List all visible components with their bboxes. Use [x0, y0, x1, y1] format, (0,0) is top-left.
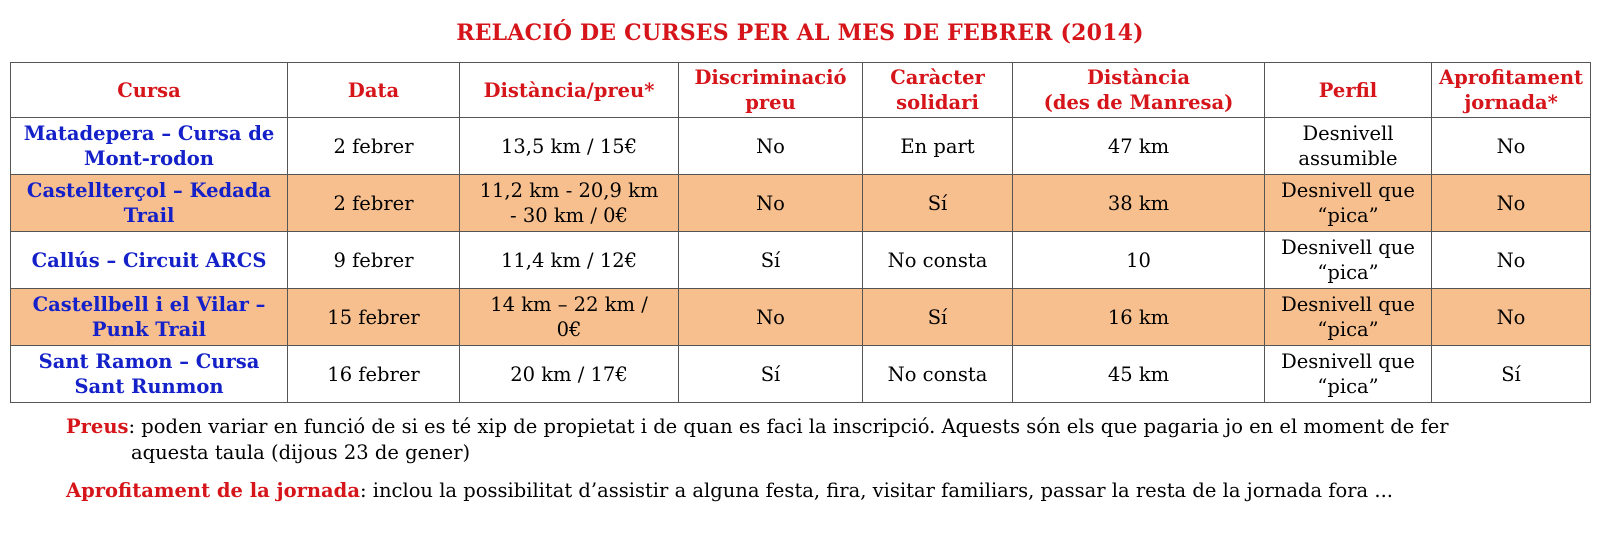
note-aprofitament	[66, 478, 1546, 504]
cell-cursa	[11, 175, 288, 232]
column-header-aprofitament-jornada-line: Aprofitament	[1438, 66, 1584, 89]
cell-cursa	[11, 232, 288, 289]
table-row	[11, 175, 1591, 232]
column-header-cursa	[11, 63, 288, 118]
cell-distancia-manresa-line: 45 km	[1107, 362, 1170, 386]
note-preus-line1: : poden variar en funció de si es té xip de propietat i de quan es faci la inscripció. Aquests són els que pagaria jo en el moment de fer	[128, 415, 1449, 438]
cell-aprofitament-jornada	[1432, 289, 1591, 346]
cell-discriminacio-preu-line: No	[756, 191, 785, 215]
column-header-discriminacio-preu-line: Discriminació	[694, 66, 847, 89]
cell-distancia-manresa	[1013, 289, 1265, 346]
cell-cursa-line: Sant Runmon	[74, 375, 224, 398]
cell-data	[288, 289, 460, 346]
column-header-caracter-solidari-line: Caràcter	[890, 66, 985, 89]
cell-caracter-solidari-line: En part	[900, 134, 975, 158]
cell-distancia-preu-line: 13,5 km / 15€	[500, 134, 638, 158]
cell-caracter-solidari-line: No consta	[887, 362, 988, 386]
cell-cursa-line: Punk Trail	[91, 318, 207, 341]
cell-data-line: 16 febrer	[327, 362, 420, 386]
cell-discriminacio-preu-line: Sí	[760, 362, 781, 386]
cell-cursa-line: Castellbell i el Vilar –	[32, 293, 266, 316]
cell-caracter-solidari	[863, 289, 1013, 346]
cell-distancia-manresa-line: 10	[1126, 248, 1151, 272]
cell-distancia-preu-line: 11,2 km - 20,9 km	[479, 179, 659, 202]
cell-distancia-manresa-line: 38 km	[1107, 191, 1170, 215]
column-header-data-line: Data	[347, 78, 400, 102]
cell-data	[288, 346, 460, 403]
column-header-discriminacio-preu	[679, 63, 863, 118]
cell-data-line: 15 febrer	[327, 305, 420, 329]
cell-caracter-solidari	[863, 346, 1013, 403]
cell-perfil	[1265, 289, 1432, 346]
cell-aprofitament-jornada-line: No	[1496, 305, 1526, 329]
cell-distancia-manresa-line: 16 km	[1107, 305, 1170, 329]
cell-distancia-preu	[460, 346, 679, 403]
column-header-perfil	[1265, 63, 1432, 118]
cell-distancia-preu-line: 11,4 km / 12€	[500, 248, 638, 272]
cell-caracter-solidari-line: Sí	[927, 305, 948, 329]
table-row	[11, 346, 1591, 403]
cell-distancia-manresa	[1013, 232, 1265, 289]
cell-perfil-line: “pica”	[1317, 204, 1379, 227]
cell-perfil-line: Desnivell que	[1281, 350, 1415, 373]
cell-cursa-line: Callús – Circuit ARCS	[31, 248, 267, 272]
cell-perfil-line: “pica”	[1317, 375, 1379, 398]
cell-perfil-line: Desnivell que	[1281, 179, 1415, 202]
cell-perfil	[1265, 346, 1432, 403]
cell-perfil-line: “pica”	[1317, 261, 1379, 284]
cell-distancia-manresa	[1013, 118, 1265, 175]
cell-discriminacio-preu	[679, 289, 863, 346]
cell-data-line: 2 febrer	[333, 191, 414, 215]
note-preus-line2: aquesta taula (dijous 23 de gener)	[131, 441, 471, 464]
column-header-aprofitament-jornada	[1432, 63, 1591, 118]
cell-discriminacio-preu-line: Sí	[760, 248, 781, 272]
cell-distancia-preu-line: - 30 km / 0€	[510, 204, 628, 227]
cell-distancia-preu	[460, 175, 679, 232]
cell-distancia-preu-line: 20 km / 17€	[510, 362, 628, 386]
cell-perfil-line: Desnivell que	[1281, 293, 1415, 316]
cell-aprofitament-jornada	[1432, 175, 1591, 232]
cell-aprofitament-jornada	[1432, 118, 1591, 175]
cell-distancia-preu	[460, 289, 679, 346]
cell-perfil-line: assumible	[1298, 147, 1398, 170]
column-header-discriminacio-preu-line: preu	[745, 91, 796, 114]
note-preus	[66, 414, 1546, 466]
table-body	[11, 118, 1591, 403]
page-title: RELACIÓ DE CURSES PER AL MES DE FEBRER (2014)	[456, 20, 1144, 46]
cell-perfil-line: “pica”	[1317, 318, 1379, 341]
cell-perfil	[1265, 175, 1432, 232]
column-header-distancia-manresa-line: (des de Manresa)	[1043, 91, 1234, 114]
column-header-aprofitament-jornada-line: jornada*	[1464, 91, 1558, 114]
cell-cursa-line: Sant Ramon – Cursa	[38, 350, 260, 373]
cell-cursa	[11, 118, 288, 175]
cell-aprofitament-jornada-line: No	[1496, 191, 1526, 215]
cell-distancia-manresa	[1013, 346, 1265, 403]
cell-distancia-preu-line: 0€	[556, 318, 582, 341]
cell-cursa-line: Matadepera – Cursa de	[23, 122, 275, 145]
cell-distancia-preu	[460, 118, 679, 175]
cell-discriminacio-preu	[679, 175, 863, 232]
column-header-caracter-solidari	[863, 63, 1013, 118]
cell-caracter-solidari-line: No consta	[887, 248, 988, 272]
cell-aprofitament-jornada-line: No	[1496, 134, 1526, 158]
cell-data-line: 9 febrer	[333, 248, 414, 272]
table-row	[11, 232, 1591, 289]
notes	[66, 414, 1546, 504]
races-table	[10, 62, 1591, 403]
cell-cursa-line: Trail	[123, 204, 175, 227]
cell-perfil-line: Desnivell	[1302, 122, 1394, 145]
cell-distancia-manresa-line: 47 km	[1107, 134, 1170, 158]
note-preus-label: Preus	[66, 415, 129, 438]
cell-distancia-preu	[460, 232, 679, 289]
column-header-perfil-line: Perfil	[1318, 78, 1378, 102]
cell-data	[288, 118, 460, 175]
cell-perfil	[1265, 232, 1432, 289]
cell-discriminacio-preu-line: No	[756, 305, 785, 329]
cell-aprofitament-jornada-line: Sí	[1501, 362, 1521, 386]
column-header-caracter-solidari-line: solidari	[896, 91, 979, 114]
cell-discriminacio-preu	[679, 118, 863, 175]
column-header-distancia-preu	[460, 63, 679, 118]
table-row	[11, 289, 1591, 346]
column-header-distancia-preu-line: Distància/preu*	[483, 78, 655, 102]
column-header-data	[288, 63, 460, 118]
cell-caracter-solidari-line: Sí	[927, 191, 948, 215]
cell-caracter-solidari	[863, 175, 1013, 232]
cell-aprofitament-jornada	[1432, 346, 1591, 403]
table-header-row	[11, 63, 1591, 118]
cell-data-line: 2 febrer	[333, 134, 414, 158]
note-aprofitament-text: : inclou la possibilitat d’assistir a alguna festa, fira, visitar familiars, passar la resta de la jornada fora ...	[359, 479, 1393, 502]
cell-cursa	[11, 289, 288, 346]
cell-discriminacio-preu	[679, 346, 863, 403]
cell-cursa-line: Castellterçol – Kedada	[26, 179, 272, 202]
cell-discriminacio-preu-line: No	[756, 134, 785, 158]
cell-caracter-solidari	[863, 118, 1013, 175]
note-aprofitament-label: Aprofitament de la jornada	[66, 479, 360, 502]
cell-perfil-line: Desnivell que	[1281, 236, 1415, 259]
cell-cursa-line: Mont-rodon	[84, 147, 214, 170]
cell-aprofitament-jornada-line: No	[1496, 248, 1526, 272]
cell-cursa	[11, 346, 288, 403]
cell-distancia-manresa	[1013, 175, 1265, 232]
cell-data	[288, 232, 460, 289]
cell-distancia-preu-line: 14 km – 22 km /	[490, 293, 648, 316]
column-header-distancia-manresa	[1013, 63, 1265, 118]
cell-discriminacio-preu	[679, 232, 863, 289]
cell-aprofitament-jornada	[1432, 232, 1591, 289]
cell-perfil	[1265, 118, 1432, 175]
table-row	[11, 118, 1591, 175]
column-header-distancia-manresa-line: Distància	[1086, 66, 1191, 89]
cell-data	[288, 175, 460, 232]
column-header-cursa-line: Cursa	[117, 78, 181, 102]
cell-caracter-solidari	[863, 232, 1013, 289]
